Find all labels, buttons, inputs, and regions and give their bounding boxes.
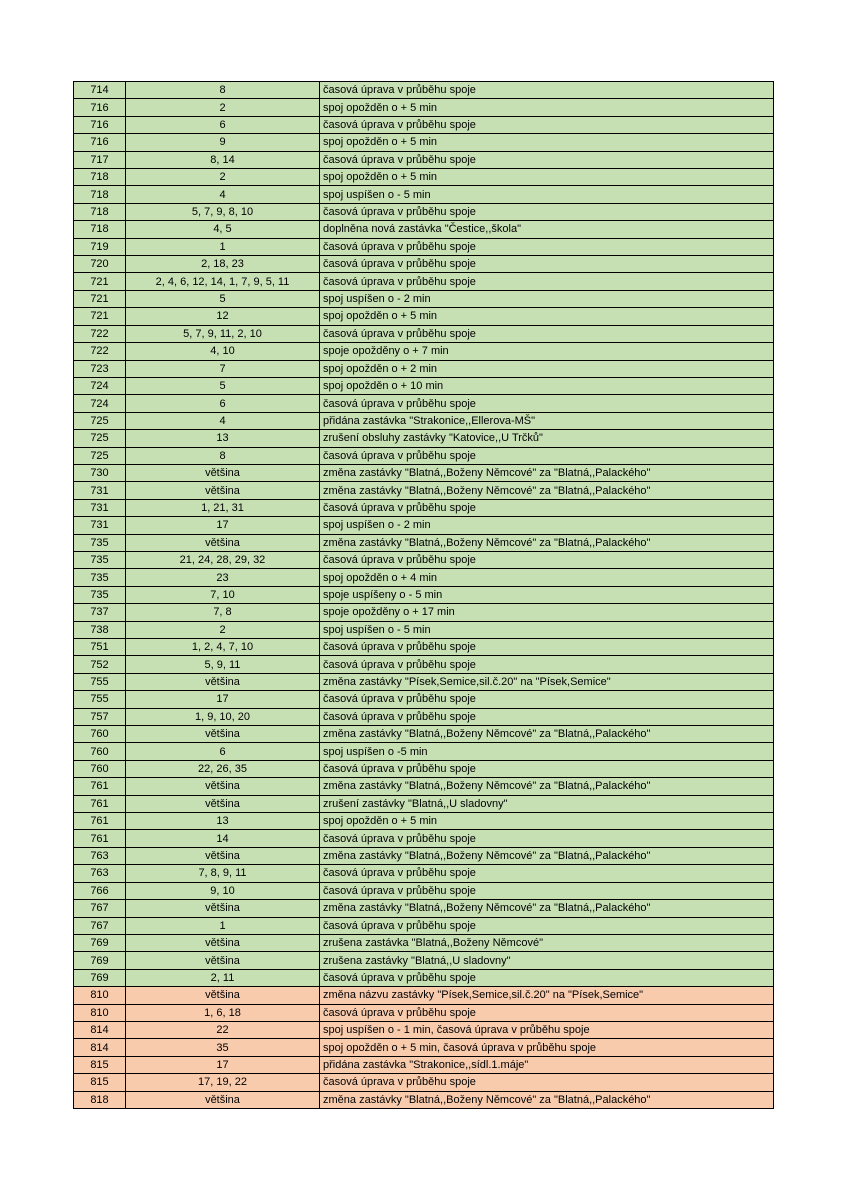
table-row <box>74 1021 774 1038</box>
table-body <box>74 82 774 1109</box>
change-description-cell: spoj uspíšen o -5 min <box>320 743 774 760</box>
change-description-cell: časová úprava v průběhu spoje <box>320 82 774 99</box>
table-row <box>74 830 774 847</box>
trip-numbers-cell: 7, 8, 9, 11 <box>126 865 320 882</box>
trip-numbers-cell: 5, 9, 11 <box>126 656 320 673</box>
table-row <box>74 464 774 481</box>
line-number-cell: 721 <box>74 290 126 307</box>
change-description-cell: spoj uspíšen o - 5 min <box>320 621 774 638</box>
change-description-cell: časová úprava v průběhu spoje <box>320 151 774 168</box>
table-row <box>74 586 774 603</box>
trip-numbers-cell: většina <box>126 464 320 481</box>
trip-numbers-cell: 22, 26, 35 <box>126 760 320 777</box>
change-description-cell: spoje opožděny o + 7 min <box>320 343 774 360</box>
table-row <box>74 1039 774 1056</box>
change-description-cell: spoj opožděn o + 10 min <box>320 377 774 394</box>
line-number-cell: 735 <box>74 586 126 603</box>
line-number-cell: 720 <box>74 256 126 273</box>
change-description-cell: zrušení zastávky "Blatná,,U sladovny" <box>320 795 774 812</box>
change-description-cell: časová úprava v průběhu spoje <box>320 395 774 412</box>
line-number-cell: 738 <box>74 621 126 638</box>
trip-numbers-cell: 23 <box>126 569 320 586</box>
line-number-cell: 757 <box>74 708 126 725</box>
change-description-cell: změna zastávky "Blatná,,Boženy Němcové" za "Blatná,,Palackého" <box>320 900 774 917</box>
change-description-cell: přidána zastávka "Strakonice,,Ellerova-MŠ" <box>320 412 774 429</box>
change-description-cell: spoje opožděny o + 17 min <box>320 604 774 621</box>
line-number-cell: 718 <box>74 169 126 186</box>
line-number-cell: 735 <box>74 551 126 568</box>
line-number-cell: 769 <box>74 952 126 969</box>
line-number-cell: 722 <box>74 325 126 342</box>
line-number-cell: 714 <box>74 82 126 99</box>
trip-numbers-cell: 9, 10 <box>126 882 320 899</box>
table-row <box>74 621 774 638</box>
trip-numbers-cell: 8 <box>126 82 320 99</box>
table-row <box>74 82 774 99</box>
trip-numbers-cell: většina <box>126 534 320 551</box>
change-description-cell: změna zastávky "Blatná,,Boženy Němcové" za "Blatná,,Palackého" <box>320 534 774 551</box>
trip-numbers-cell: 9 <box>126 134 320 151</box>
line-number-cell: 763 <box>74 847 126 864</box>
line-number-cell: 718 <box>74 221 126 238</box>
line-number-cell: 760 <box>74 743 126 760</box>
line-number-cell: 755 <box>74 691 126 708</box>
line-number-cell: 717 <box>74 151 126 168</box>
change-description-cell: časová úprava v průběhu spoje <box>320 499 774 516</box>
table-row <box>74 482 774 499</box>
change-description-cell: spoj uspíšen o - 2 min <box>320 517 774 534</box>
line-number-cell: 760 <box>74 760 126 777</box>
trip-numbers-cell: 22 <box>126 1021 320 1038</box>
change-description-cell: časová úprava v průběhu spoje <box>320 1004 774 1021</box>
change-description-cell: zrušena zastávka "Blatná,,Boženy Němcové" <box>320 934 774 951</box>
trip-numbers-cell: 4 <box>126 186 320 203</box>
trip-numbers-cell: 13 <box>126 813 320 830</box>
trip-numbers-cell: 2 <box>126 621 320 638</box>
table-row <box>74 691 774 708</box>
change-description-cell: změna názvu zastávky "Písek,Semice,sil.č.20" na "Písek,Semice" <box>320 987 774 1004</box>
table-row <box>74 256 774 273</box>
trip-numbers-cell: 5, 7, 9, 11, 2, 10 <box>126 325 320 342</box>
trip-numbers-cell: 1 <box>126 917 320 934</box>
change-description-cell: změna zastávky "Blatná,,Boženy Němcové" za "Blatná,,Palackého" <box>320 726 774 743</box>
trip-numbers-cell: většina <box>126 778 320 795</box>
trip-numbers-cell: většina <box>126 934 320 951</box>
change-description-cell: časová úprava v průběhu spoje <box>320 1074 774 1091</box>
change-description-cell: časová úprava v průběhu spoje <box>320 273 774 290</box>
table-row <box>74 708 774 725</box>
change-description-cell: časová úprava v průběhu spoje <box>320 917 774 934</box>
change-description-cell: spoj uspíšen o - 5 min <box>320 186 774 203</box>
trip-numbers-cell: 7 <box>126 360 320 377</box>
table-row <box>74 1004 774 1021</box>
line-number-cell: 725 <box>74 430 126 447</box>
change-description-cell: časová úprava v průběhu spoje <box>320 969 774 986</box>
change-description-cell: zrušena zastávky "Blatná,,U sladovny" <box>320 952 774 969</box>
trip-numbers-cell: 2 <box>126 169 320 186</box>
timetable-changes-table <box>73 81 774 1109</box>
line-number-cell: 810 <box>74 1004 126 1021</box>
line-number-cell: 719 <box>74 238 126 255</box>
table-row <box>74 813 774 830</box>
change-description-cell: spoj uspíšen o - 1 min, časová úprava v průběhu spoje <box>320 1021 774 1038</box>
table-row <box>74 656 774 673</box>
change-description-cell: časová úprava v průběhu spoje <box>320 708 774 725</box>
line-number-cell: 766 <box>74 882 126 899</box>
line-number-cell: 818 <box>74 1091 126 1108</box>
line-number-cell: 767 <box>74 900 126 917</box>
trip-numbers-cell: 1 <box>126 238 320 255</box>
table-row <box>74 795 774 812</box>
change-description-cell: změna zastávky "Blatná,,Boženy Němcové" za "Blatná,,Palackého" <box>320 1091 774 1108</box>
table-row <box>74 308 774 325</box>
change-description-cell: časová úprava v průběhu spoje <box>320 865 774 882</box>
trip-numbers-cell: 8 <box>126 447 320 464</box>
table-row <box>74 882 774 899</box>
trip-numbers-cell: 1, 9, 10, 20 <box>126 708 320 725</box>
line-number-cell: 769 <box>74 969 126 986</box>
table-row <box>74 673 774 690</box>
change-description-cell: spoj opožděn o + 5 min, časová úprava v průběhu spoje <box>320 1039 774 1056</box>
trip-numbers-cell: 2 <box>126 99 320 116</box>
table-row <box>74 847 774 864</box>
line-number-cell: 725 <box>74 447 126 464</box>
line-number-cell: 721 <box>74 308 126 325</box>
line-number-cell: 761 <box>74 813 126 830</box>
change-description-cell: změna zastávky "Blatná,,Boženy Němcové" za "Blatná,,Palackého" <box>320 778 774 795</box>
change-description-cell: zrušení obsluhy zastávky "Katovice,,U Trčků" <box>320 430 774 447</box>
table-row <box>74 969 774 986</box>
line-number-cell: 814 <box>74 1039 126 1056</box>
change-description-cell: spoj opožděn o + 5 min <box>320 134 774 151</box>
trip-numbers-cell: 35 <box>126 1039 320 1056</box>
line-number-cell: 752 <box>74 656 126 673</box>
trip-numbers-cell: 17, 19, 22 <box>126 1074 320 1091</box>
table-row <box>74 325 774 342</box>
change-description-cell: spoj opožděn o + 2 min <box>320 360 774 377</box>
trip-numbers-cell: většina <box>126 900 320 917</box>
trip-numbers-cell: 17 <box>126 691 320 708</box>
table-row <box>74 726 774 743</box>
line-number-cell: 731 <box>74 517 126 534</box>
trip-numbers-cell: většina <box>126 1091 320 1108</box>
trip-numbers-cell: 6 <box>126 116 320 133</box>
line-number-cell: 735 <box>74 534 126 551</box>
line-number-cell: 731 <box>74 482 126 499</box>
trip-numbers-cell: 4, 5 <box>126 221 320 238</box>
table-row <box>74 551 774 568</box>
change-description-cell: změna zastávky "Blatná,,Boženy Němcové" za "Blatná,,Palackého" <box>320 847 774 864</box>
table-row <box>74 430 774 447</box>
change-description-cell: spoj opožděn o + 5 min <box>320 99 774 116</box>
change-description-cell: změna zastávky "Blatná,,Boženy Němcové" za "Blatná,,Palackého" <box>320 464 774 481</box>
trip-numbers-cell: 17 <box>126 1056 320 1073</box>
line-number-cell: 730 <box>74 464 126 481</box>
table-row <box>74 238 774 255</box>
line-number-cell: 755 <box>74 673 126 690</box>
trip-numbers-cell: 14 <box>126 830 320 847</box>
line-number-cell: 724 <box>74 377 126 394</box>
line-number-cell: 718 <box>74 186 126 203</box>
table-row <box>74 99 774 116</box>
trip-numbers-cell: 2, 18, 23 <box>126 256 320 273</box>
line-number-cell: 769 <box>74 934 126 951</box>
table-row <box>74 517 774 534</box>
line-number-cell: 718 <box>74 203 126 220</box>
table-row <box>74 290 774 307</box>
table-row <box>74 1091 774 1108</box>
change-description-cell: časová úprava v průběhu spoje <box>320 882 774 899</box>
change-description-cell: časová úprava v průběhu spoje <box>320 691 774 708</box>
table-row <box>74 447 774 464</box>
trip-numbers-cell: většina <box>126 482 320 499</box>
table-row <box>74 865 774 882</box>
change-description-cell: časová úprava v průběhu spoje <box>320 656 774 673</box>
trip-numbers-cell: 2, 11 <box>126 969 320 986</box>
trip-numbers-cell: 5, 7, 9, 8, 10 <box>126 203 320 220</box>
trip-numbers-cell: většina <box>126 987 320 1004</box>
line-number-cell: 723 <box>74 360 126 377</box>
trip-numbers-cell: 12 <box>126 308 320 325</box>
line-number-cell: 725 <box>74 412 126 429</box>
line-number-cell: 737 <box>74 604 126 621</box>
line-number-cell: 815 <box>74 1074 126 1091</box>
table-row <box>74 499 774 516</box>
change-description-cell: časová úprava v průběhu spoje <box>320 325 774 342</box>
line-number-cell: 810 <box>74 987 126 1004</box>
trip-numbers-cell: 1, 6, 18 <box>126 1004 320 1021</box>
change-description-cell: spoj uspíšen o - 2 min <box>320 290 774 307</box>
table-row <box>74 377 774 394</box>
change-description-cell: časová úprava v průběhu spoje <box>320 203 774 220</box>
table-row <box>74 412 774 429</box>
table-row <box>74 1074 774 1091</box>
table-row <box>74 987 774 1004</box>
line-number-cell: 721 <box>74 273 126 290</box>
line-number-cell: 815 <box>74 1056 126 1073</box>
trip-numbers-cell: 5 <box>126 377 320 394</box>
trip-numbers-cell: 7, 8 <box>126 604 320 621</box>
line-number-cell: 724 <box>74 395 126 412</box>
trip-numbers-cell: většina <box>126 952 320 969</box>
trip-numbers-cell: 7, 10 <box>126 586 320 603</box>
change-description-cell: spoj opožděn o + 5 min <box>320 169 774 186</box>
table-row <box>74 743 774 760</box>
table-row <box>74 343 774 360</box>
table-row <box>74 934 774 951</box>
line-number-cell: 763 <box>74 865 126 882</box>
change-description-cell: přidána zastávka "Strakonice,,sídl.1.máje" <box>320 1056 774 1073</box>
line-number-cell: 761 <box>74 830 126 847</box>
change-description-cell: časová úprava v průběhu spoje <box>320 830 774 847</box>
table-row <box>74 1056 774 1073</box>
table-row <box>74 569 774 586</box>
table-row <box>74 952 774 969</box>
trip-numbers-cell: 1, 2, 4, 7, 10 <box>126 639 320 656</box>
line-number-cell: 722 <box>74 343 126 360</box>
trip-numbers-cell: 2, 4, 6, 12, 14, 1, 7, 9, 5, 11 <box>126 273 320 290</box>
line-number-cell: 767 <box>74 917 126 934</box>
table-row <box>74 917 774 934</box>
trip-numbers-cell: 5 <box>126 290 320 307</box>
trip-numbers-cell: většina <box>126 847 320 864</box>
change-description-cell: časová úprava v průběhu spoje <box>320 447 774 464</box>
change-description-cell: časová úprava v průběhu spoje <box>320 551 774 568</box>
table-row <box>74 360 774 377</box>
trip-numbers-cell: 1, 21, 31 <box>126 499 320 516</box>
line-number-cell: 761 <box>74 778 126 795</box>
table-row <box>74 116 774 133</box>
line-number-cell: 716 <box>74 99 126 116</box>
trip-numbers-cell: 21, 24, 28, 29, 32 <box>126 551 320 568</box>
trip-numbers-cell: 4 <box>126 412 320 429</box>
table-row <box>74 134 774 151</box>
line-number-cell: 751 <box>74 639 126 656</box>
change-description-cell: spoje uspíšeny o - 5 min <box>320 586 774 603</box>
trip-numbers-cell: 8, 14 <box>126 151 320 168</box>
line-number-cell: 760 <box>74 726 126 743</box>
trip-numbers-cell: 13 <box>126 430 320 447</box>
table-row <box>74 203 774 220</box>
table-row <box>74 395 774 412</box>
line-number-cell: 735 <box>74 569 126 586</box>
change-description-cell: změna zastávky "Písek,Semice,sil.č.20" na "Písek,Semice" <box>320 673 774 690</box>
trip-numbers-cell: 6 <box>126 395 320 412</box>
change-description-cell: časová úprava v průběhu spoje <box>320 639 774 656</box>
change-description-cell: doplněna nová zastávka "Čestice,,škola" <box>320 221 774 238</box>
line-number-cell: 731 <box>74 499 126 516</box>
change-description-cell: změna zastávky "Blatná,,Boženy Němcové" za "Blatná,,Palackého" <box>320 482 774 499</box>
trip-numbers-cell: 4, 10 <box>126 343 320 360</box>
change-description-cell: časová úprava v průběhu spoje <box>320 760 774 777</box>
trip-numbers-cell: většina <box>126 673 320 690</box>
table-row <box>74 900 774 917</box>
line-number-cell: 761 <box>74 795 126 812</box>
change-description-cell: spoj opožděn o + 4 min <box>320 569 774 586</box>
trip-numbers-cell: většina <box>126 795 320 812</box>
table-row <box>74 151 774 168</box>
change-description-cell: spoj opožděn o + 5 min <box>320 813 774 830</box>
trip-numbers-cell: 17 <box>126 517 320 534</box>
trip-numbers-cell: většina <box>126 726 320 743</box>
change-description-cell: časová úprava v průběhu spoje <box>320 238 774 255</box>
line-number-cell: 814 <box>74 1021 126 1038</box>
table-row <box>74 221 774 238</box>
table-row <box>74 639 774 656</box>
table-row <box>74 534 774 551</box>
table-row <box>74 186 774 203</box>
line-number-cell: 716 <box>74 134 126 151</box>
change-description-cell: časová úprava v průběhu spoje <box>320 256 774 273</box>
table-row <box>74 760 774 777</box>
table-row <box>74 169 774 186</box>
table-row <box>74 604 774 621</box>
change-description-cell: spoj opožděn o + 5 min <box>320 308 774 325</box>
line-number-cell: 716 <box>74 116 126 133</box>
table-row <box>74 273 774 290</box>
table-row <box>74 778 774 795</box>
trip-numbers-cell: 6 <box>126 743 320 760</box>
change-description-cell: časová úprava v průběhu spoje <box>320 116 774 133</box>
